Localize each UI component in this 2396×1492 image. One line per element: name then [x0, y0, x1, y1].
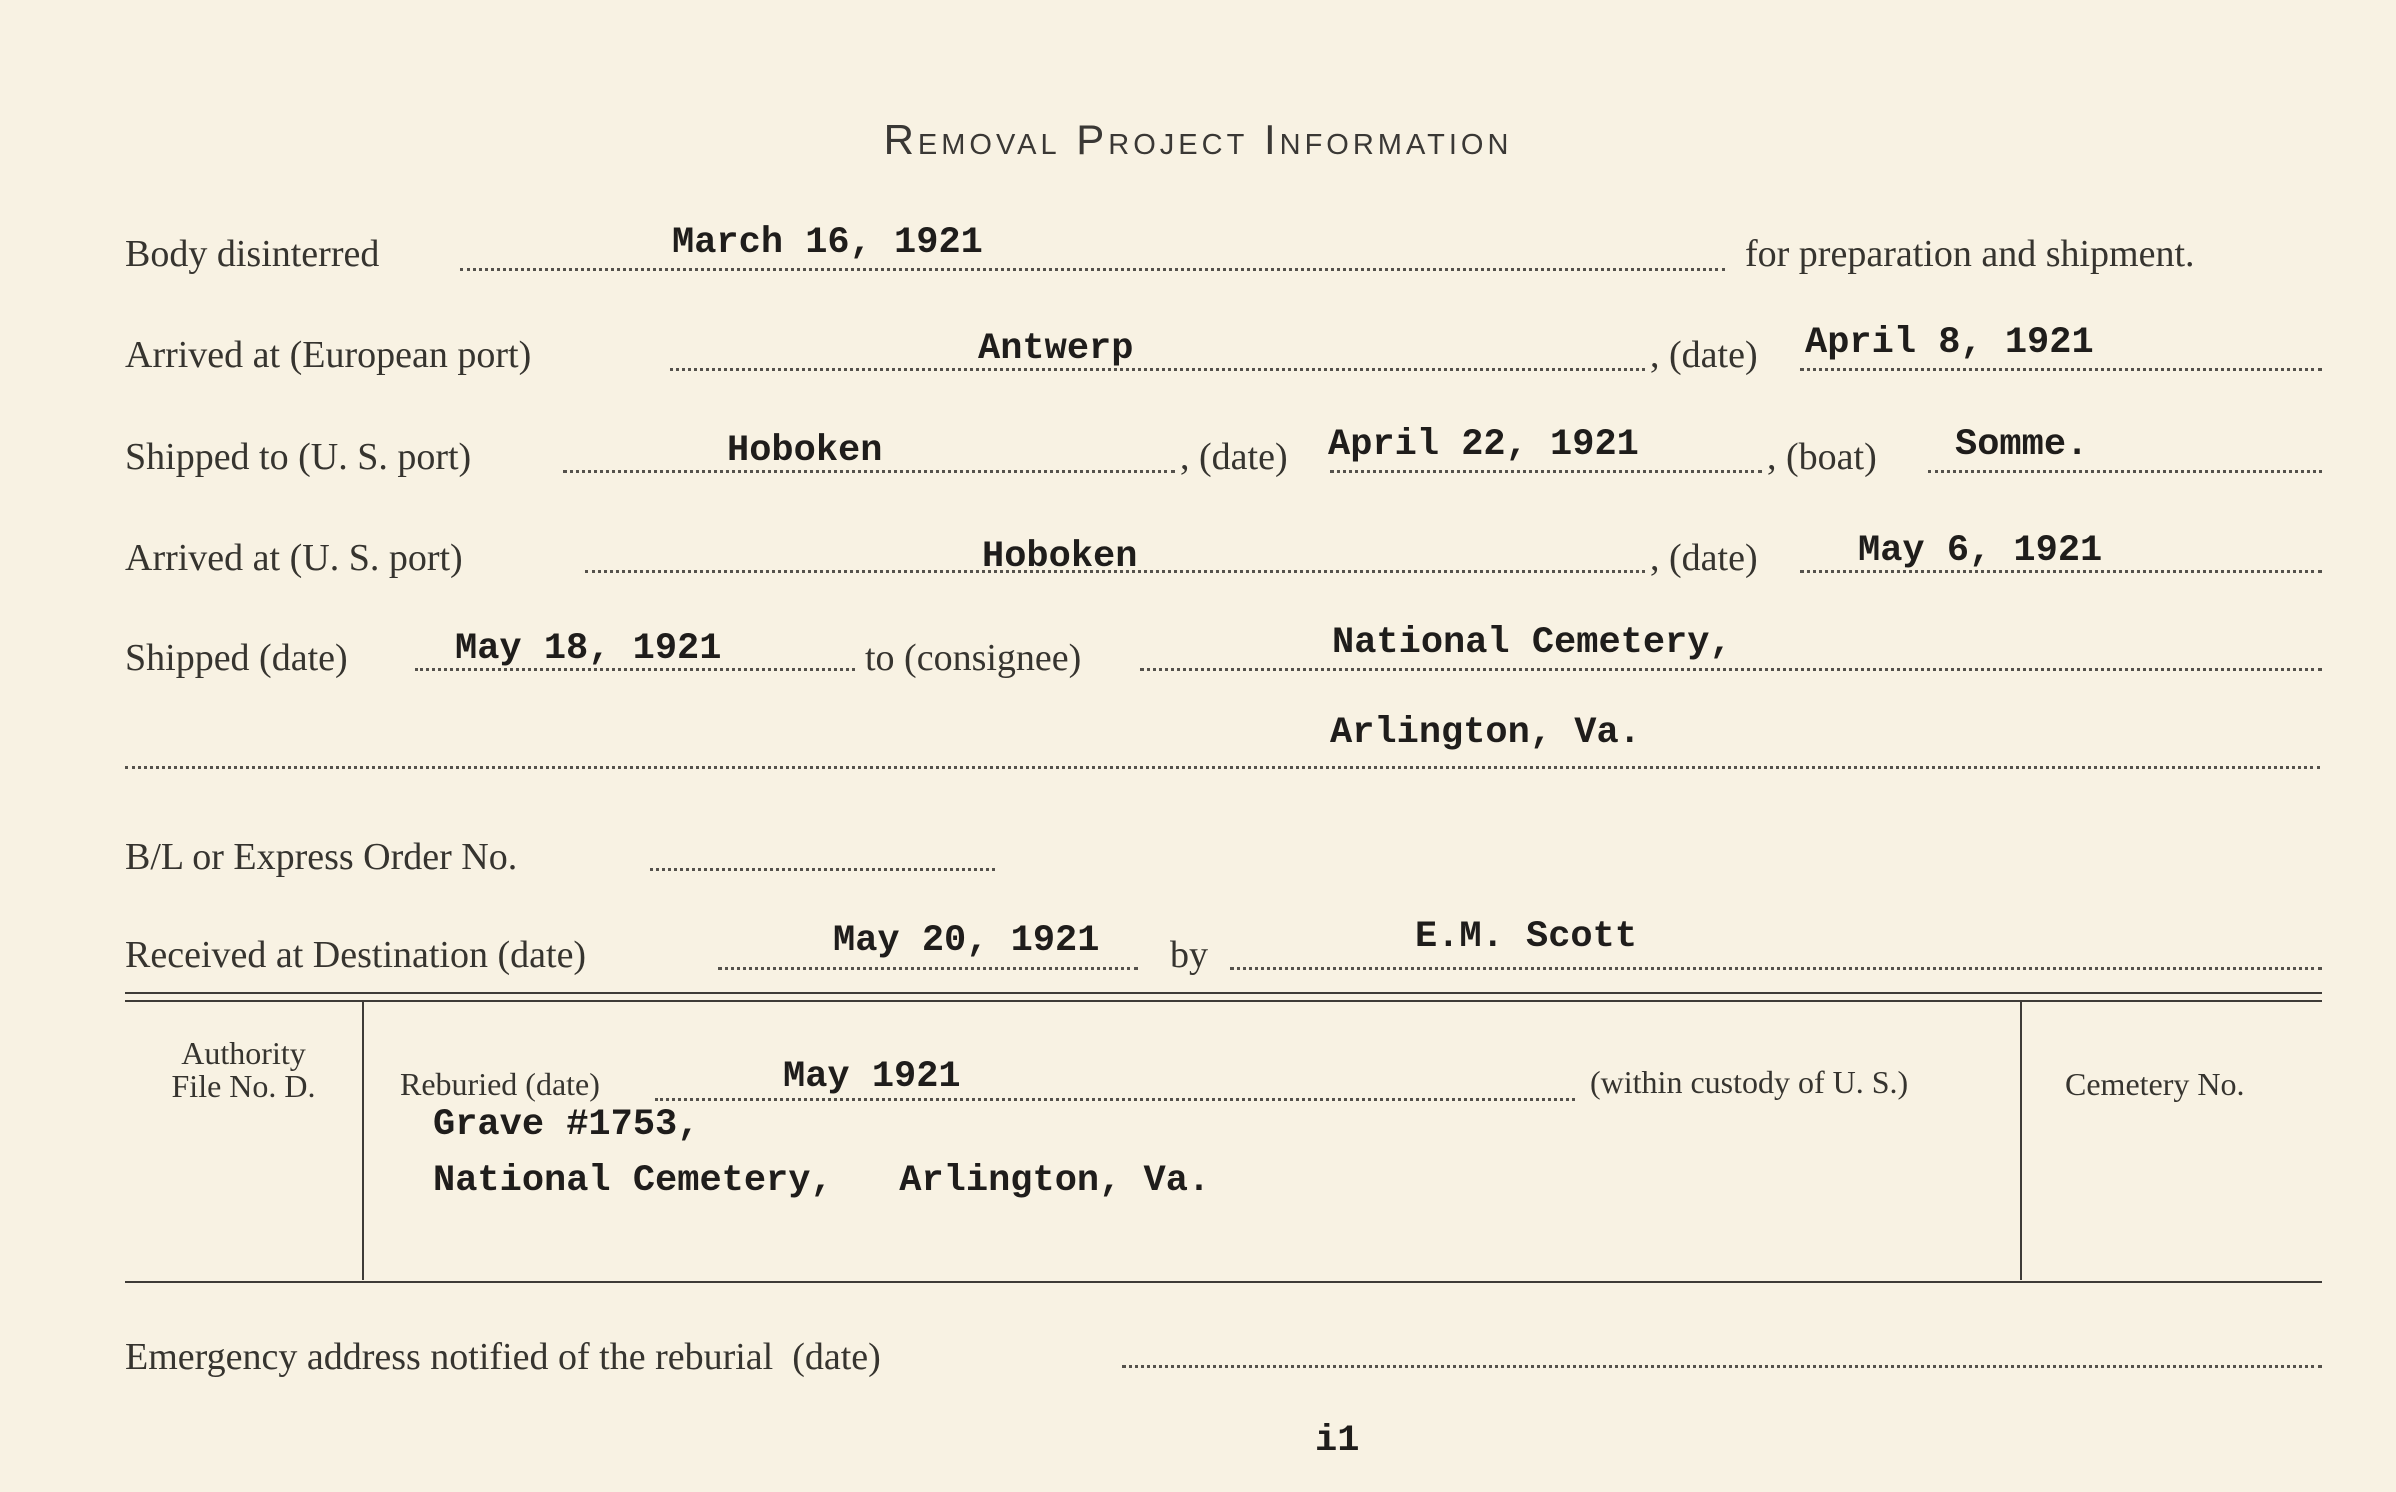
- reburied-date-line: [655, 1098, 1575, 1101]
- shipped-boat-line: [1928, 470, 2322, 473]
- consignee-line: [1140, 668, 2322, 671]
- arrived-us-port-value: Hoboken: [982, 536, 1138, 578]
- disinterred-label: Body disinterred: [125, 233, 380, 275]
- received-by-label: by: [1170, 934, 1208, 976]
- consignee-label: to (consignee): [865, 637, 1082, 679]
- custody-label: (within custody of U. S.): [1590, 1064, 1909, 1100]
- european-port-date-line: [1800, 368, 2322, 371]
- bl-order-label: B/L or Express Order No.: [125, 836, 518, 878]
- consignee-line1: National Cemetery,: [1332, 622, 1732, 664]
- grave-line1: Grave #1753,: [433, 1104, 700, 1146]
- received-date-line: [718, 967, 1138, 970]
- arrived-us-port-label: Arrived at (U. S. port): [125, 537, 463, 579]
- reburied-label: Reburied (date): [400, 1066, 600, 1102]
- received-date: May 20, 1921: [833, 920, 1100, 962]
- shipped-us-port-date: April 22, 1921: [1328, 424, 1639, 466]
- emergency-label: Emergency address notified of the reburial (date): [125, 1336, 881, 1378]
- authority-label-2: File No. D.: [171, 1068, 316, 1104]
- shipped-us-port-date-line: [1330, 470, 1762, 473]
- european-port-label: Arrived at (European port): [125, 334, 532, 376]
- consignee-continuation-line: [125, 766, 2320, 769]
- table-divider-left: [362, 1002, 364, 1280]
- european-port-date: April 8, 1921: [1805, 322, 2094, 364]
- arrived-us-port-date-label: , (date): [1650, 537, 1758, 579]
- shipped-boat-label: , (boat): [1767, 436, 1877, 478]
- shipped-date-label: Shipped (date): [125, 637, 348, 679]
- table-top-rule: [125, 992, 2322, 994]
- card-title: Removal Project Information: [883, 116, 1513, 163]
- authority-label-1: Authority: [181, 1035, 306, 1071]
- european-port-value: Antwerp: [978, 328, 1134, 370]
- reburied-date: May 1921: [783, 1056, 961, 1098]
- table-top-rule-2: [125, 1000, 2322, 1002]
- disinterred-date: March 16, 1921: [672, 222, 983, 264]
- grave-line2: National Cemetery, Arlington, Va.: [433, 1160, 1211, 1202]
- disinterred-line: [460, 268, 1725, 271]
- cemetery-no-label: Cemetery No.: [2065, 1066, 2245, 1102]
- table-bottom-rule: [125, 1281, 2322, 1283]
- arrived-us-port-date: May 6, 1921: [1858, 530, 2103, 572]
- received-by-value: E.M. Scott: [1415, 916, 1638, 958]
- shipped-us-port-label: Shipped to (U. S. port): [125, 436, 472, 478]
- disinterred-suffix: for preparation and shipment.: [1745, 233, 2195, 275]
- shipped-us-port-date-label: , (date): [1180, 436, 1288, 478]
- table-divider-right: [2020, 1002, 2022, 1280]
- received-by-line: [1230, 967, 2322, 970]
- received-label: Received at Destination (date): [125, 934, 587, 976]
- shipped-us-port-value: Hoboken: [727, 430, 883, 472]
- european-port-line: [670, 368, 1645, 371]
- european-port-date-label: , (date): [1650, 334, 1758, 376]
- shipped-boat-value: Somme.: [1955, 424, 2089, 466]
- bl-order-line: [650, 868, 995, 871]
- emergency-line: [1122, 1365, 2322, 1368]
- footer-mark: i1: [1315, 1420, 1360, 1462]
- consignee-line2: Arlington, Va.: [1330, 712, 1641, 754]
- shipped-date-value: May 18, 1921: [455, 628, 722, 670]
